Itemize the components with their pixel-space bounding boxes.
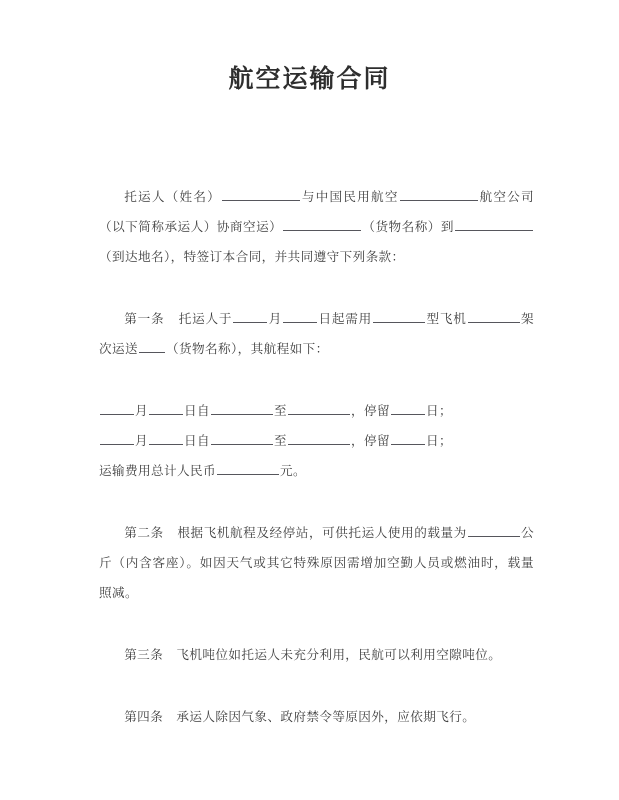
article-1-text-1: 托运人于 [178, 311, 233, 326]
blank-route1-from[interactable] [211, 402, 273, 415]
preamble-cargo-label: （货物名称）到 [362, 219, 454, 234]
blank-a1-day[interactable] [283, 310, 317, 323]
transport-fee-line [99, 456, 534, 486]
blank-route1-to[interactable] [288, 402, 350, 415]
itinerary-row [99, 396, 534, 426]
article-1-text-6: （货物名称），其航程如下： [165, 341, 329, 356]
blank-cargo-name[interactable] [283, 218, 361, 231]
itinerary-row-stay-prefix: ，停留 [351, 433, 390, 448]
article-4-number: 第四条 [124, 709, 164, 724]
itinerary-row-to-label: 至 [274, 403, 287, 418]
article-1-paragraph [99, 304, 534, 364]
article-1-number: 第一条 [124, 311, 165, 326]
itinerary-row-month-label: 月 [135, 403, 148, 418]
page-title: 航空运输合同 [228, 64, 391, 93]
blank-shipper-name[interactable] [222, 188, 300, 201]
itinerary-row [99, 426, 534, 456]
article-1-text-4: 型飞机 [426, 311, 467, 326]
spacer [99, 486, 534, 518]
itinerary-row-day-label: 日自 [184, 433, 210, 448]
itinerary-row-day-label: 日自 [184, 403, 210, 418]
transport-fee-suffix: 元。 [279, 463, 306, 478]
blank-route1-stay[interactable] [391, 402, 425, 415]
itinerary-row-stay-suffix: 日； [425, 433, 452, 448]
article-1-text-3: 日起需用 [318, 311, 373, 326]
itinerary-row-to-label: 至 [274, 433, 287, 448]
blank-a1-cargo[interactable] [139, 340, 165, 353]
blank-a2-payload[interactable] [468, 524, 520, 537]
document-body [99, 182, 534, 732]
article-2-text-2: 公斤（内含客座）。如因天气或其它特殊原因需增加空勤人员或燃油时，载量照减。 [99, 525, 535, 600]
spacer [99, 364, 534, 396]
preamble-carrier-label: 航空公司（以下简称承运人）协商空运） [99, 189, 534, 234]
transport-fee-prefix: 运输费用总计人民币 [99, 463, 216, 478]
preamble-paragraph [99, 182, 534, 272]
blank-route1-month[interactable] [100, 402, 134, 415]
preamble-shipper-label: 托运人（姓名） [124, 189, 221, 204]
article-3-paragraph [99, 640, 534, 670]
blank-a1-month[interactable] [233, 310, 267, 323]
blank-a1-aircraft-type[interactable] [373, 310, 425, 323]
preamble-caac-label: 与中国民用航空 [301, 189, 399, 204]
spacer [99, 670, 534, 702]
blank-airline-name[interactable] [400, 188, 478, 201]
itinerary-row-stay-suffix: 日； [425, 403, 452, 418]
blank-route2-from[interactable] [211, 432, 273, 445]
article-2-text-1: 根据飞机航程及经停站，可供托运人使用的载量为 [177, 525, 467, 540]
itinerary-row-stay-prefix: ，停留 [351, 403, 390, 418]
article-4-text-1: 承运人除因气象、政府禁令等原因外，应依期飞行。 [176, 709, 476, 724]
article-1-text-5: 架次运送 [99, 311, 534, 356]
article-3-number: 第三条 [124, 647, 164, 662]
article-3-text-1: 飞机吨位如托运人未充分利用，民航可以利用空隙吨位。 [176, 647, 502, 662]
blank-route2-to[interactable] [288, 432, 350, 445]
blank-a1-flights[interactable] [468, 310, 520, 323]
spacer [99, 608, 534, 640]
blank-destination[interactable] [455, 218, 533, 231]
blank-route2-stay[interactable] [391, 432, 425, 445]
preamble-closing-label: （到达地名），特签订本合同，并共同遵守下列条款： [99, 249, 405, 264]
itinerary-row-month-label: 月 [135, 433, 148, 448]
blank-route1-day[interactable] [149, 402, 183, 415]
spacer [99, 272, 534, 304]
article-1-text-2: 月 [268, 311, 283, 326]
blank-transport-fee[interactable] [217, 462, 279, 475]
article-2-number: 第二条 [124, 525, 164, 540]
blank-route2-month[interactable] [100, 432, 134, 445]
blank-route2-day[interactable] [149, 432, 183, 445]
article-4-paragraph [99, 702, 534, 732]
article-2-paragraph [99, 518, 534, 608]
